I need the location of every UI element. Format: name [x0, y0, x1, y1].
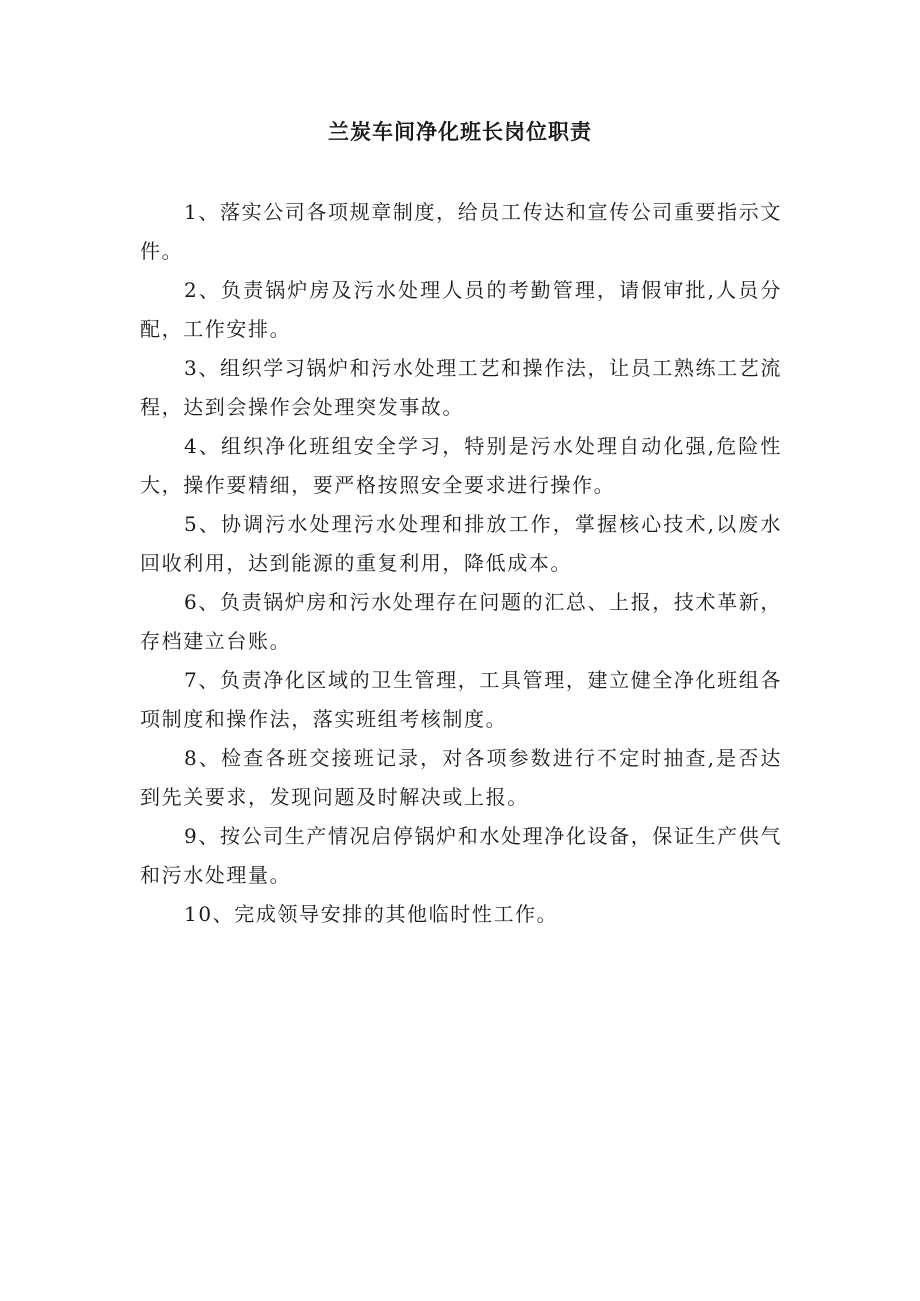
duty-item-5: 5、协调污水处理污水处理和排放工作，掌握核心技术,以废水回收利用，达到能源的重复利用，降低成本。: [140, 512, 782, 575]
duty-item-2: 2、负责锅炉房及污水处理人员的考勤管理，请假审批,人员分配，工作安排。: [140, 278, 782, 341]
document-title: 兰炭车间净化班长岗位职责: [328, 120, 592, 144]
duty-item-1: 1、落实公司各项规章制度，给员工传达和宣传公司重要指示文件。: [140, 200, 782, 263]
duty-item-8: 8、检查各班交接班记录，对各项参数进行不定时抽查,是否达到先关要求，发现问题及时解决或上报。: [140, 746, 782, 809]
duty-item-10: 10、完成领导安排的其他临时性工作。: [184, 902, 559, 926]
duty-item-9: 9、按公司生产情况启停锅炉和水处理净化设备，保证生产供气和污水处理量。: [140, 824, 782, 887]
duty-item-3: 3、组织学习锅炉和污水处理工艺和操作法，让员工熟练工艺流程，达到会操作会处理突发事故。: [140, 356, 782, 419]
duty-list: [140, 193, 782, 934]
duty-item-7: 7、负责净化区域的卫生管理，工具管理，建立健全净化班组各项制度和操作法，落实班组考核制度。: [140, 668, 782, 731]
duty-item-4: 4、组织净化班组安全学习，特别是污水处理自动化强,危险性大，操作要精细，要严格按照安全要求进行操作。: [140, 434, 782, 497]
duty-item-6: 6、负责锅炉房和污水处理存在问题的汇总、上报，技术革新，存档建立台账。: [140, 590, 782, 653]
